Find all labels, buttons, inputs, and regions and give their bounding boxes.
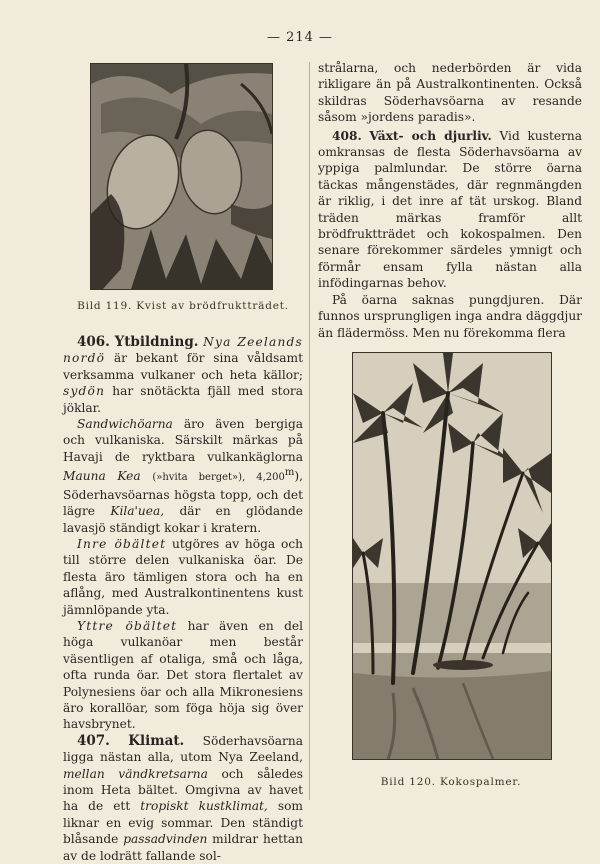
section-408-text: Vid kusterna omkransas de flesta Söderhavsöarna av yppiga palmlundar. De större öarna täckas mångenstädes, där regnmängden är riklig, i det inre af tät urskog. Bland träden märkas framför allt brödfruktträdet och kokospalmen. Den senare förekommer särdeles ymnigt och förmår ensam fylla nästan alla infödingarnas behov. [318, 128, 583, 291]
text: och således inom Heta bältet. Omgivna av havet ha de ett [63, 766, 303, 814]
column-rule [309, 62, 310, 800]
section-407-number: 407. [77, 732, 110, 749]
term-tropiskt-kustklimat: tropiskt kustklimat, [140, 799, 268, 814]
term-mauna-kea: Mauna Kea [63, 469, 141, 484]
text: där en glödande lavasjö ständigt kokar i kratern. [63, 504, 304, 535]
section-408-number: 408. [332, 128, 362, 143]
text: äro även bergiga och vulkaniska. Särskilt märkas på Havaji de ryktbara vulkankäglorna [63, 417, 304, 464]
section-408-text-2: På öarna saknas pungdjuren. Där funnos ursprungligen inga andra däggdjur än flädermöss. Men nu förekomma flera [318, 292, 582, 340]
breadfruit-illustration [90, 63, 273, 290]
section-406-number: 406. [77, 334, 110, 350]
right-column-top [318, 60, 582, 341]
section-407-paragraph [63, 733, 303, 864]
text: ), Söderhavsöarnas högsta topp, och det lägre [63, 469, 303, 519]
text: har snötäckta fjäll med stora jöklar. [63, 384, 304, 415]
term-yttre-obaltet: Yttre öbältet [77, 618, 178, 633]
left-column [63, 334, 303, 864]
section-406-paragraph-1 [63, 334, 303, 416]
term-kilauea: Kila'uea, [110, 504, 165, 519]
section-406-paragraph-2 [63, 416, 303, 536]
text: (»hvita berget»), 4,200 [152, 472, 285, 484]
term-sydon: sydön [63, 384, 106, 399]
section-408 [318, 128, 582, 292]
page-number: — 214 — [266, 30, 334, 45]
text: Söderhavsöarna ligga nästan alla, utom Nya Zeeland, [63, 733, 303, 765]
text: utgöres av höga och till större delen vulkaniska öar. De flesta äro tämligen stora och ha en aflång, med Australkontinentens kust jämnlöpande yta. [63, 536, 303, 617]
term-inre-obaltet: Inre öbältet [77, 536, 167, 551]
section-406-paragraph-4 [63, 618, 303, 733]
section-407-title: Klimat. [128, 732, 185, 749]
figure-119-caption: Bild 119. Kvist av brödfruktträdet. [77, 300, 289, 312]
section-408-title: Växt- och djurliv. [369, 128, 492, 143]
text: har även en del höga vulkanöar men består väsentligen af otaliga, små och låga, ofta runda öar. Det stora flertalet av Polynesiens öar och alla Mikronesiens äro korallöar, som föga höja sig över havsbrynet. [63, 618, 303, 732]
figure-120-caption: Bild 120. Kokospalmer. [380, 776, 522, 788]
term-passadvinden: passadvinden [123, 832, 208, 847]
text: mildrar hettan av de lodrätt fallande sol- [63, 832, 304, 863]
intro-paragraph: strålarna, och nederbörden är vida rikligare än på Australkontinenten. Också skildras Söderhavsöarna av resande såsom »jordens paradis». [318, 61, 582, 125]
term-mellan-vandkretsarna: mellan vändkretsarna [63, 766, 208, 781]
section-406-paragraph-3 [63, 536, 303, 618]
superscript: m [284, 467, 295, 479]
term-nya-zeelands-nordo: Nya Zeelands nordö [63, 335, 303, 366]
coconut-palms-illustration [352, 352, 552, 760]
text: som liknar en evig sommar. Den ständigt blåsande [63, 799, 303, 847]
term-sandwichoarna: Sandwichöarna [77, 417, 173, 432]
section-406-title: Ytbildning. [114, 334, 199, 350]
text: är bekant för sina våldsamt verksamma vulkaner och heta källor; [63, 351, 303, 382]
